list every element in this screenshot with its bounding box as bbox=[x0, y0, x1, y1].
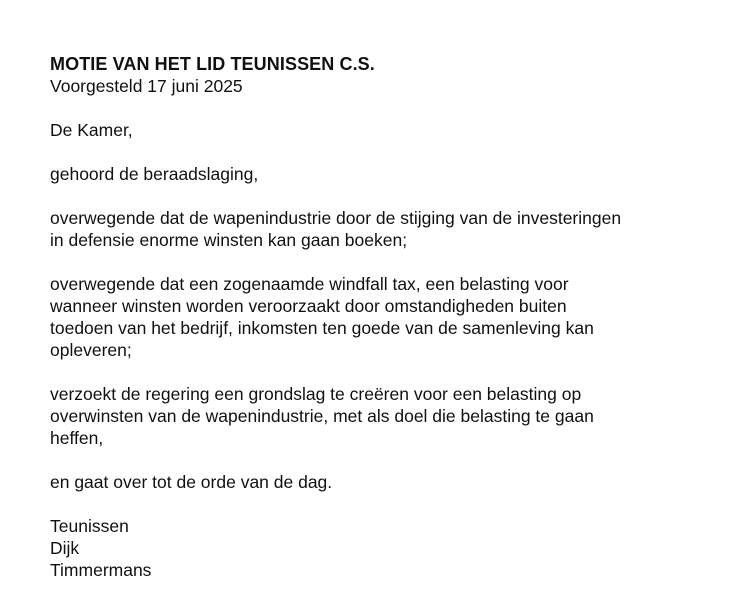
heard-clause: gehoord de beraadslaging, bbox=[50, 164, 259, 184]
text-line: heffen, bbox=[50, 428, 104, 448]
considering-clause-2 bbox=[50, 273, 730, 361]
motion-document bbox=[50, 53, 730, 581]
motion-title: MOTIE VAN HET LID TEUNISSEN C.S. bbox=[50, 54, 375, 74]
considering-clause-1 bbox=[50, 207, 730, 251]
motion-date: Voorgesteld 17 juni 2025 bbox=[50, 76, 243, 96]
signatory-name: Dijk bbox=[50, 538, 80, 558]
text-line: wanneer winsten worden veroorzaakt door omstandigheden buiten bbox=[50, 296, 567, 316]
signatory-name: Teunissen bbox=[50, 516, 129, 536]
text-line: overwegende dat een zogenaamde windfall tax, een belasting voor bbox=[50, 274, 569, 294]
text-line: opleveren; bbox=[50, 340, 132, 360]
closing-clause: en gaat over tot de orde van de dag. bbox=[50, 472, 333, 492]
signatory-name: Timmermans bbox=[50, 560, 152, 580]
text-line: verzoekt de regering een grondslag te creëren voor een belasting op bbox=[50, 384, 582, 404]
text-line: overwegende dat de wapenindustrie door de stijging van de investeringen bbox=[50, 208, 622, 228]
text-line: toedoen van het bedrijf, inkomsten ten goede van de samenleving kan bbox=[50, 318, 594, 338]
salutation: De Kamer, bbox=[50, 120, 133, 140]
text-line: in defensie enorme winsten kan gaan boeken; bbox=[50, 230, 408, 250]
signatories bbox=[50, 515, 730, 581]
request-clause bbox=[50, 383, 730, 449]
text-line: overwinsten van de wapenindustrie, met als doel die belasting te gaan bbox=[50, 406, 594, 426]
